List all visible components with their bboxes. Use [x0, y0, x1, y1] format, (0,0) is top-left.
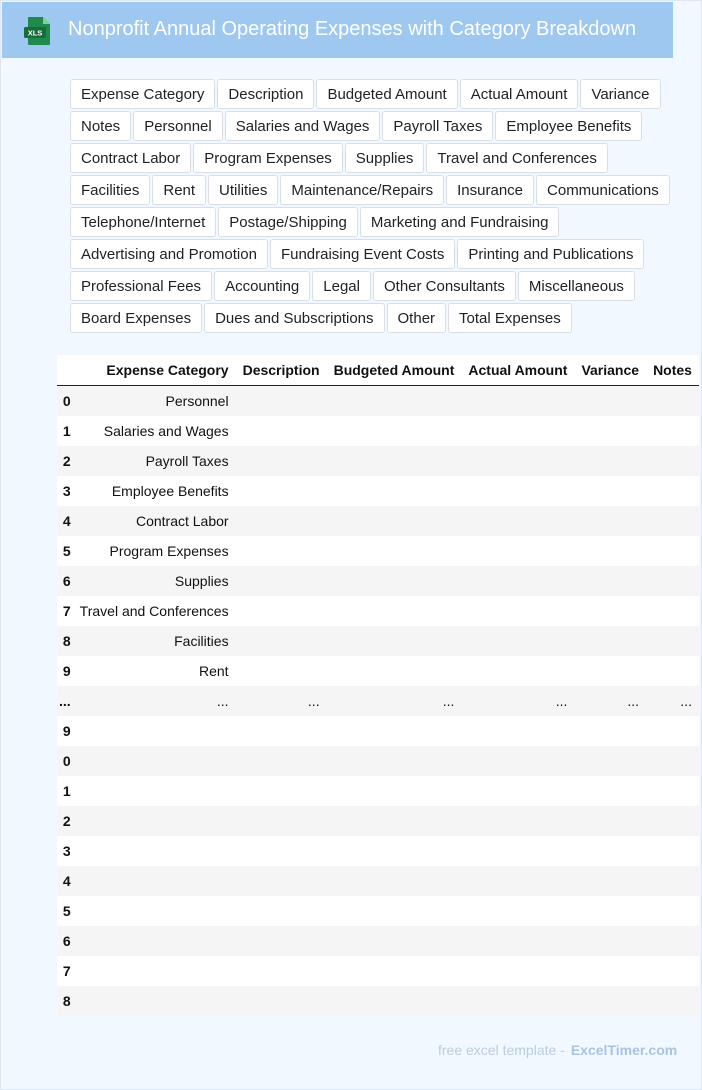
table-cell [327, 716, 462, 746]
table-cell [461, 746, 574, 776]
table-row [57, 956, 699, 986]
column-header: Expense Category [73, 355, 236, 386]
table-cell [73, 926, 236, 956]
category-tag-list [70, 79, 690, 333]
category-tag[interactable]: Variance [580, 79, 660, 109]
table-cell [574, 476, 646, 506]
category-tag[interactable]: Marketing and Fundraising [360, 207, 560, 237]
row-index-cell: 7 [57, 956, 73, 986]
column-header: Budgeted Amount [327, 355, 462, 386]
table-cell [646, 386, 699, 417]
table-cell [574, 896, 646, 926]
table-cell [236, 926, 327, 956]
table-row [57, 686, 699, 716]
category-tag[interactable]: Insurance [446, 175, 534, 205]
table-cell [646, 986, 699, 1016]
table-cell [73, 866, 236, 896]
category-tag[interactable]: Fundraising Event Costs [270, 239, 455, 269]
table-cell [327, 836, 462, 866]
column-header: Description [236, 355, 327, 386]
table-cell: ... [646, 686, 699, 716]
category-tag[interactable]: Salaries and Wages [225, 111, 381, 141]
table-cell [646, 896, 699, 926]
table-cell [461, 446, 574, 476]
table-cell [73, 896, 236, 926]
table-cell [236, 416, 327, 446]
table-cell [574, 806, 646, 836]
table-cell: ... [574, 686, 646, 716]
table-cell [236, 596, 327, 626]
category-tag[interactable]: Supplies [345, 143, 425, 173]
index-column-header [57, 355, 73, 386]
table-cell [327, 806, 462, 836]
table-cell: Personnel [73, 386, 236, 417]
table-cell [461, 506, 574, 536]
table-cell [461, 986, 574, 1016]
table-header-row [57, 355, 699, 386]
row-index-cell: ... [57, 686, 73, 716]
table-cell [646, 476, 699, 506]
table-cell [574, 776, 646, 806]
table-cell [646, 806, 699, 836]
table-cell [73, 776, 236, 806]
table-cell [574, 926, 646, 956]
table-cell [327, 986, 462, 1016]
table-cell [236, 716, 327, 746]
table-cell: ... [327, 686, 462, 716]
footer-text: free excel template - [438, 1042, 565, 1058]
category-tag[interactable]: Telephone/Internet [70, 207, 216, 237]
table-cell [236, 626, 327, 656]
row-index-cell: 5 [57, 896, 73, 926]
table-cell [461, 596, 574, 626]
table-cell [646, 866, 699, 896]
table-cell [327, 746, 462, 776]
page-header [2, 2, 673, 58]
table-cell [646, 926, 699, 956]
table-cell [327, 386, 462, 417]
table-cell [461, 776, 574, 806]
table-cell [73, 956, 236, 986]
table-cell [646, 776, 699, 806]
table-cell [461, 866, 574, 896]
table-cell [236, 656, 327, 686]
table-cell [327, 416, 462, 446]
category-tag[interactable]: Legal [312, 271, 371, 301]
table-row [57, 986, 699, 1016]
table-cell [461, 386, 574, 417]
table-row [57, 656, 699, 686]
row-index-cell: 0 [57, 746, 73, 776]
table-row [57, 626, 699, 656]
row-index-cell: 5 [57, 536, 73, 566]
table-cell [236, 806, 327, 836]
table-cell [327, 626, 462, 656]
table-cell [73, 986, 236, 1016]
column-header: Notes [646, 355, 699, 386]
table-cell [646, 446, 699, 476]
category-tag[interactable]: Rent [152, 175, 206, 205]
table-cell [574, 626, 646, 656]
table-cell [236, 386, 327, 417]
table-cell [461, 956, 574, 986]
category-tag[interactable]: Printing and Publications [457, 239, 644, 269]
table-cell [574, 446, 646, 476]
table-cell: Employee Benefits [73, 476, 236, 506]
table-cell [73, 716, 236, 746]
category-tag[interactable]: Dues and Subscriptions [204, 303, 384, 333]
row-index-cell: 3 [57, 476, 73, 506]
table-row [57, 806, 699, 836]
table-cell [574, 656, 646, 686]
table-cell [73, 836, 236, 866]
table-body [57, 386, 699, 1017]
category-tag[interactable]: Budgeted Amount [316, 79, 457, 109]
table-cell [236, 506, 327, 536]
row-index-cell: 0 [57, 386, 73, 417]
expense-table [57, 355, 699, 1016]
category-tag[interactable]: Other [387, 303, 447, 333]
table-cell [574, 566, 646, 596]
table-cell: Salaries and Wages [73, 416, 236, 446]
table-cell [461, 716, 574, 746]
table-cell [574, 956, 646, 986]
table-cell [574, 836, 646, 866]
table-cell [574, 596, 646, 626]
expense-table-container[interactable] [59, 355, 692, 1016]
table-cell [236, 746, 327, 776]
table-row [57, 506, 699, 536]
category-tag[interactable]: Expense Category [70, 79, 215, 109]
row-index-cell: 8 [57, 986, 73, 1016]
table-cell [646, 746, 699, 776]
row-index-cell: 9 [57, 716, 73, 746]
table-cell [327, 776, 462, 806]
table-cell [574, 716, 646, 746]
table-cell: Facilities [73, 626, 236, 656]
table-cell [574, 536, 646, 566]
category-tag[interactable]: Total Expenses [448, 303, 572, 333]
table-cell: Program Expenses [73, 536, 236, 566]
category-tag[interactable]: Facilities [70, 175, 150, 205]
table-cell: Supplies [73, 566, 236, 596]
table-cell [327, 446, 462, 476]
table-cell: ... [73, 686, 236, 716]
page-title: Nonprofit Annual Operating Expenses with Category Breakdown [68, 18, 637, 40]
category-tag[interactable]: Contract Labor [70, 143, 191, 173]
table-row [57, 746, 699, 776]
row-index-cell: 6 [57, 566, 73, 596]
table-cell: Payroll Taxes [73, 446, 236, 476]
category-tag[interactable]: Communications [536, 175, 670, 205]
table-cell [327, 896, 462, 926]
table-cell [327, 926, 462, 956]
table-cell [646, 596, 699, 626]
row-index-cell: 4 [57, 866, 73, 896]
row-index-cell: 6 [57, 926, 73, 956]
category-tag[interactable]: Program Expenses [193, 143, 343, 173]
row-index-cell: 2 [57, 806, 73, 836]
row-index-cell: 1 [57, 416, 73, 446]
footer-credit [438, 1042, 677, 1058]
table-row [57, 386, 699, 417]
table-cell [236, 566, 327, 596]
table-cell [461, 926, 574, 956]
footer-brand-link[interactable]: ExcelTimer.com [570, 1042, 678, 1058]
column-header: Variance [574, 355, 646, 386]
row-index-cell: 4 [57, 506, 73, 536]
table-row [57, 596, 699, 626]
table-cell [646, 626, 699, 656]
table-cell [646, 656, 699, 686]
table-cell [646, 566, 699, 596]
row-index-cell: 2 [57, 446, 73, 476]
excel-file-icon [24, 16, 52, 46]
table-cell: Rent [73, 656, 236, 686]
row-index-cell: 8 [57, 626, 73, 656]
table-cell [327, 956, 462, 986]
table-row [57, 866, 699, 896]
category-tag[interactable]: Other Consultants [373, 271, 516, 301]
category-tag[interactable]: Travel and Conferences [426, 143, 608, 173]
table-cell [646, 536, 699, 566]
category-tag[interactable]: Notes [70, 111, 131, 141]
table-cell [327, 566, 462, 596]
row-index-cell: 1 [57, 776, 73, 806]
table-cell [236, 776, 327, 806]
table-cell [461, 476, 574, 506]
table-cell [461, 806, 574, 836]
category-tag[interactable]: Payroll Taxes [382, 111, 493, 141]
category-tag[interactable]: Advertising and Promotion [70, 239, 268, 269]
table-cell [236, 986, 327, 1016]
table-cell [461, 566, 574, 596]
table-cell [646, 836, 699, 866]
table-cell [327, 476, 462, 506]
table-cell [574, 506, 646, 536]
table-cell [574, 746, 646, 776]
category-tag[interactable]: Postage/Shipping [218, 207, 358, 237]
table-cell: ... [236, 686, 327, 716]
category-tag[interactable]: Description [217, 79, 314, 109]
row-index-cell: 9 [57, 656, 73, 686]
table-row [57, 776, 699, 806]
table-cell: Contract Labor [73, 506, 236, 536]
table-cell [574, 386, 646, 417]
table-cell [461, 896, 574, 926]
table-cell [461, 536, 574, 566]
table-cell [236, 866, 327, 896]
table-cell [461, 626, 574, 656]
table-row [57, 446, 699, 476]
table-row [57, 716, 699, 746]
category-tag[interactable]: Accounting [214, 271, 310, 301]
row-index-cell: 3 [57, 836, 73, 866]
table-cell [73, 806, 236, 836]
table-cell [646, 506, 699, 536]
table-cell [461, 656, 574, 686]
table-cell [461, 416, 574, 446]
category-tag[interactable]: Actual Amount [460, 79, 579, 109]
table-cell [646, 956, 699, 986]
table-cell [236, 536, 327, 566]
table-cell [236, 896, 327, 926]
category-tag[interactable]: Utilities [208, 175, 278, 205]
table-row [57, 836, 699, 866]
table-cell [574, 866, 646, 896]
category-tag[interactable]: Miscellaneous [518, 271, 635, 301]
table-cell [236, 446, 327, 476]
table-cell [461, 836, 574, 866]
table-row [57, 476, 699, 506]
column-header: Actual Amount [461, 355, 574, 386]
table-cell [327, 536, 462, 566]
table-row [57, 416, 699, 446]
category-tag[interactable]: Board Expenses [70, 303, 202, 333]
table-cell [574, 416, 646, 446]
table-cell [236, 956, 327, 986]
table-cell [236, 836, 327, 866]
table-row [57, 896, 699, 926]
table-cell [646, 716, 699, 746]
category-tag[interactable]: Maintenance/Repairs [280, 175, 444, 205]
table-cell [327, 656, 462, 686]
table-cell: Travel and Conferences [73, 596, 236, 626]
table-cell: ... [461, 686, 574, 716]
category-tag[interactable]: Professional Fees [70, 271, 212, 301]
table-row [57, 536, 699, 566]
category-tag[interactable]: Personnel [133, 111, 223, 141]
table-cell [646, 416, 699, 446]
category-tag[interactable]: Employee Benefits [495, 111, 642, 141]
table-cell [574, 986, 646, 1016]
table-cell [236, 476, 327, 506]
table-row [57, 926, 699, 956]
table-row [57, 566, 699, 596]
row-index-cell: 7 [57, 596, 73, 626]
table-cell [327, 506, 462, 536]
excel-icon-label: XLS [27, 28, 43, 38]
table-cell [73, 746, 236, 776]
table-cell [327, 866, 462, 896]
table-cell [327, 596, 462, 626]
